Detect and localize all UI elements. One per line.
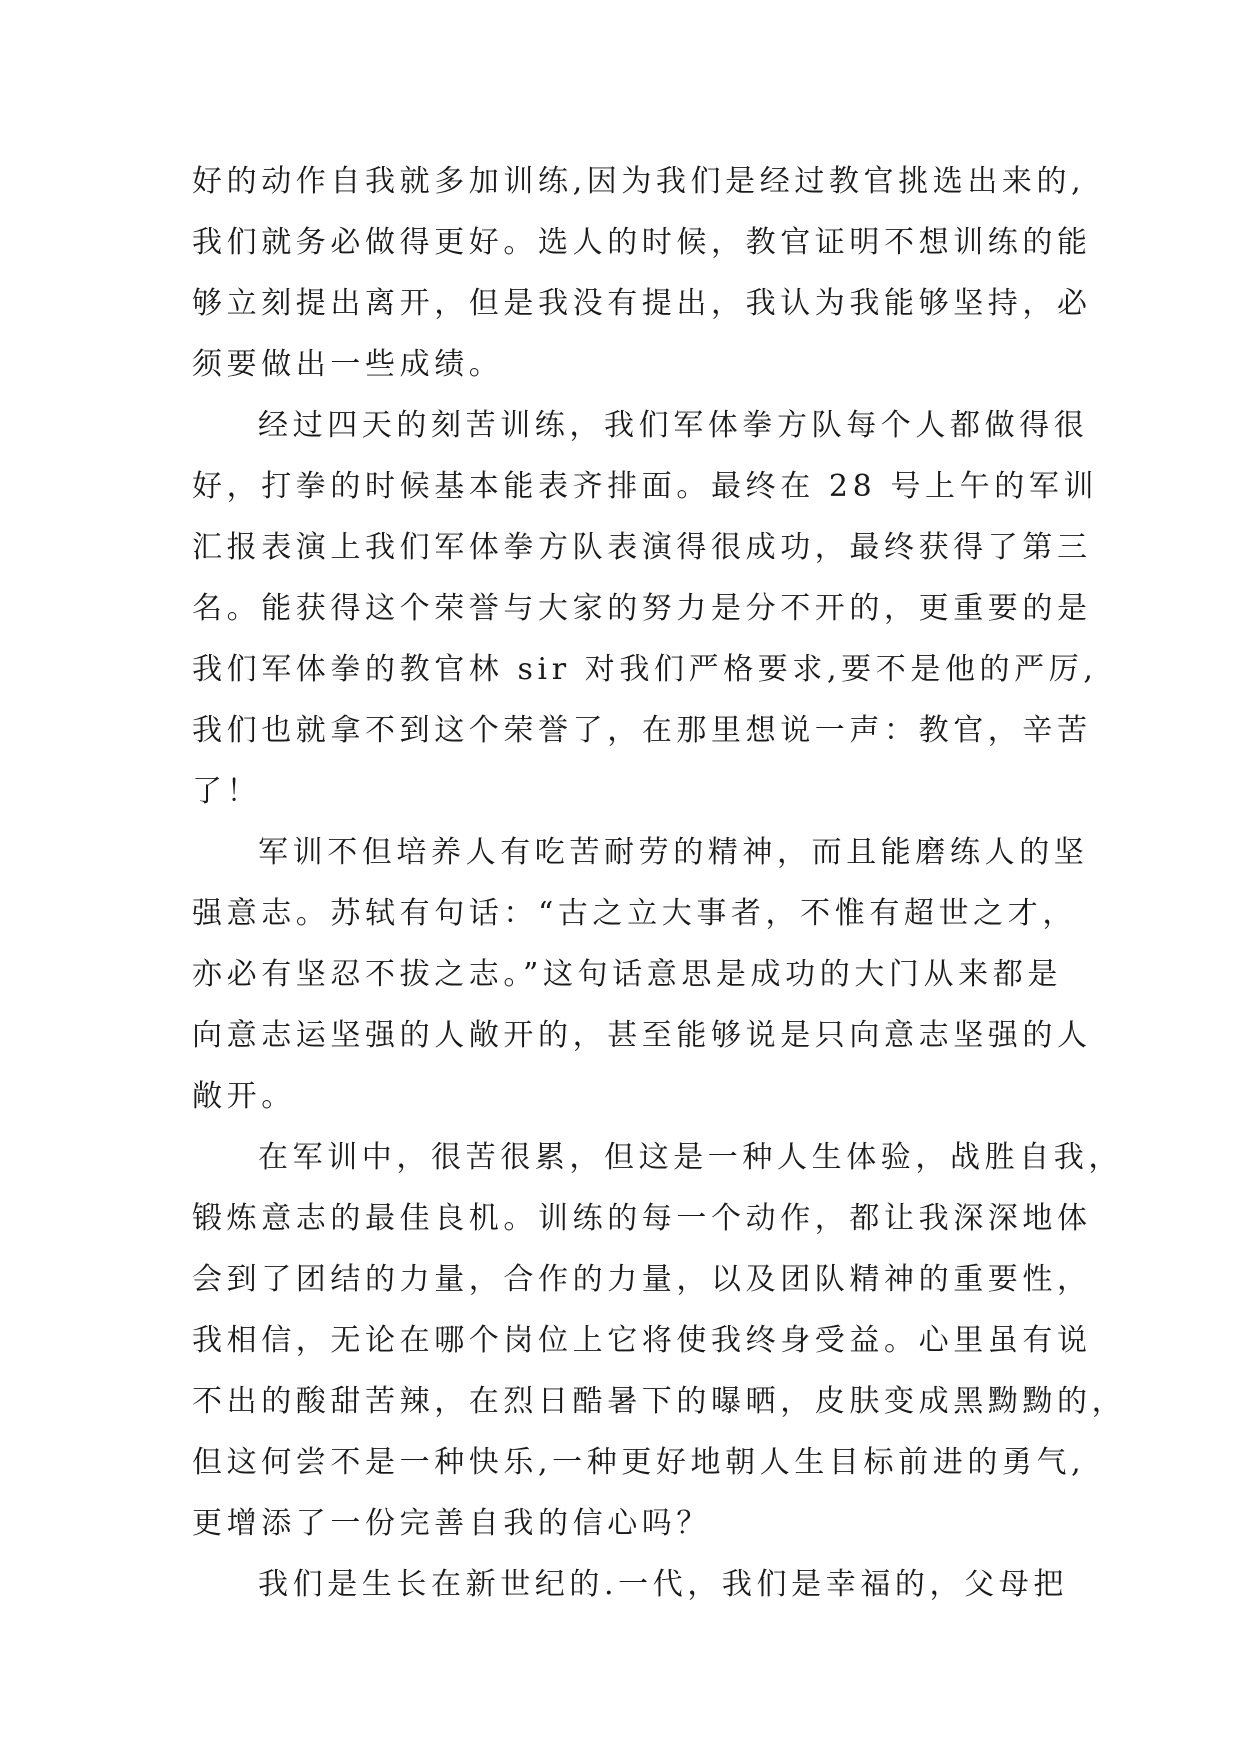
text-line: 但这何尝不是一种快乐,一种更好地朝人生目标前进的勇气, [192,1445,1086,1480]
text-line: 须要做出一些成绩。 [192,347,504,382]
text-line: 好的动作自我就多加训练,因为我们是经过教官挑选出来的, [192,164,1086,199]
text-line: 锻炼意志的最佳良机。训练的每一个动作，都让我深深地体 [192,1201,1092,1236]
text-line: 名。能获得这个荣誉与大家的努力是分不开的，更重要的是 [192,591,1092,626]
text-line: 我相信，无论在哪个岗位上它将使我终身受益。心里虽有说 [192,1323,1092,1358]
text-line: 好，打拳的时候基本能表齐排面。最终在 28 号上午的军训 [192,469,1099,504]
text-line: 亦必有坚忍不拔之志。”这句话意思是成功的大门从来都是 [192,957,1062,992]
text-line: 汇报表演上我们军体拳方队表演得很成功，最终获得了第三 [192,530,1092,565]
text-line: 会到了团结的力量，合作的力量，以及团队精神的重要性， [192,1262,1092,1297]
text-line: 了！ [192,774,262,809]
text-line: 我们就务必做得更好。选人的时候，教官证明不想训练的能 [192,225,1092,260]
paragraph-first-line: 经过四天的刻苦训练，我们军体拳方队每个人都做得很 [258,408,1089,443]
text-line: 向意志运坚强的人敞开的，甚至能够说是只向意志坚强的人 [192,1018,1092,1053]
text-line: 我们军体拳的教官林 sir 对我们严格要求,要不是他的严厉, [192,652,1098,687]
paragraph-first-line: 在军训中，很苦很累，但这是一种人生体验，战胜自我， [258,1140,1123,1175]
paragraph-first-line: 我们是生长在新世纪的.一代，我们是幸福的，父母把 [258,1567,1068,1602]
paragraph-first-line: 军训不但培养人有吃苦耐劳的精神，而且能磨练人的坚 [258,835,1089,870]
text-line: 不出的酸甜苦辣，在烈日酷暑下的曝晒，皮肤变成黑黝黝的， [192,1384,1127,1419]
text-line: 强意志。苏轼有句话：“古之立大事者，不惟有超世之才， [192,896,1077,931]
text-line: 我们也就拿不到这个荣誉了，在那里想说一声：教官，辛苦 [192,713,1092,748]
text-line: 够立刻提出离开，但是我没有提出，我认为我能够坚持，必 [192,286,1092,321]
text-line: 更增添了一份完善自我的信心吗？ [192,1506,711,1541]
text-line: 敞开。 [192,1079,296,1114]
